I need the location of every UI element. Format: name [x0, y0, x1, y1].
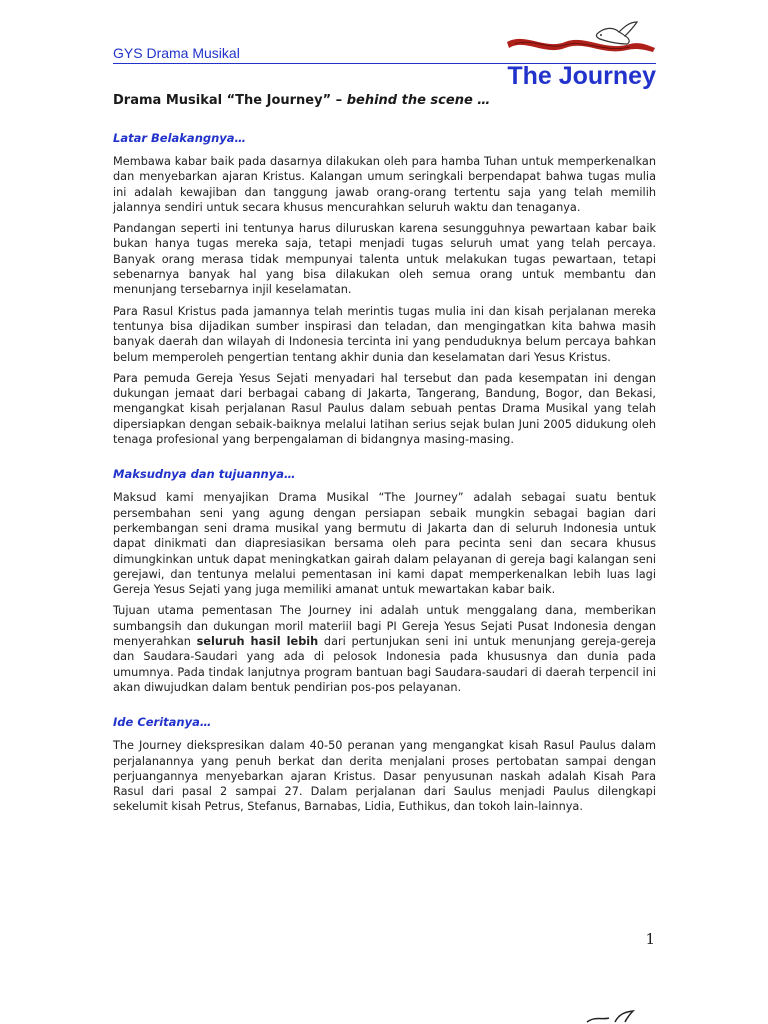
dove-partial-icon: [585, 1010, 645, 1024]
emphasis-text: seluruh hasil lebih: [196, 635, 319, 649]
section-heading-ide-cerita: Ide Ceritanya…: [113, 715, 212, 730]
section-heading-maksud-tujuan: Maksudnya dan tujuannya…: [113, 467, 296, 482]
paragraph: Membawa kabar baik pada dasarnya dilakukan oleh para hamba Tuhan untuk memperkenalkan dan menyebarkan ajaran Kristus. Kalangan umum seringkali berpendapat bahwa tugas mulia ini adalah kewajiban dan tanggung jawab orang-orang tertentu saja yang telah memilih jalannya sendiri untuk secara khusus mencurahkan seluruh waktu dan tenaganya.: [113, 155, 656, 214]
dove-with-ribbon-icon: [505, 20, 657, 60]
paragraph: Para Rasul Kristus pada jamannya telah merintis tugas mulia ini dan kisah perjalanan mereka tentunya bisa dijadikan sumber inspirasi dan teladan, dan mengingatkan kita bahwa masih banyak daerah dan wilayah di Indonesia tercinta ini yang penduduknya belum percaya bahkan belum memperoleh pengertian tentang akhir dunia dan keselamatan dari Yesus Kristus.: [113, 304, 656, 364]
subtitle-italic: behind the scene …: [346, 93, 491, 108]
section-heading-latar-belakang: Latar Belakangnya…: [113, 131, 247, 145]
paragraph: Pandangan seperti ini tentunya harus diluruskan karena sesungguhnya pewartaan kabar baik bukan hanya tugas mereka saja, tetapi menjadi tugas seluruh umat yang telah percaya. Banyak orang merasa tidak mempunyai talenta untuk melakukan tugas pewartaan, tetapi sebenarnya banyak hal yang bisa dilakukan oleh semua orang untuk membantu dan menunjang tersebarnya injil keselamatan.: [113, 222, 656, 297]
paragraph-text: Tujuan utama pementasan The Journey ini adalah untuk menggalang dana, memberikan sumbangsih dan dukungan moril materiil bagi PI Gereja Yesus Sejati Pusat Indonesia dengan menyerahkan: [113, 604, 656, 649]
paragraph: The Journey diekspresikan dalam 40-50 peranan yang mengangkat kisah Rasul Paulus dalam perjalanannya yang penuh berkat dan derita menjalani proses pertobatan sampai dengan perjuangannya menyebarkan ajaran Kristus. Dasar penyusunan naskah adalah Kisah Para Rasul dari pasal 2 sampai 27. Dalam perjalanan dari Saulus menjadi Paulus dilengkapi sekelumit kisah Petrus, Stefanus, Barnabas, Lidia, Euthikus, dan tokoh lain-lainnya.: [113, 739, 656, 814]
subtitle-main: Drama Musikal “The Journey” –: [113, 93, 347, 108]
paragraph-text: dari pertunjukan seni ini untuk menunjang gereja-gereja dan Saudara-Saudari yang ada di pelosok Indonesia pada khususnya dan dunia pada umumnya. Pada tindak lanjutnya program bantuan bagi Saudara-saudari di daerah terpencil ini akan diwujudkan dalam bentuk pendirian pos-pos pelayanan.: [113, 635, 656, 694]
paragraph: Para pemuda Gereja Yesus Sejati menyadari hal tersebut dan pada kesempatan ini dengan dukungan jemaat dari berbagai cabang di Jakarta, Tangerang, Bandung, Bogor, dan Bekasi, mengangkat kisah perjalanan Rasul Paulus dalam sebuah pentas Drama Musikal yang telah dipersiapkan dengan sebaik-baiknya melalui latihan serius sejak bulan Juni 2005 didukung oleh tenaga profesional yang berpengalaman di bidangnya masing-masing.: [113, 371, 656, 447]
document-subtitle: [113, 93, 490, 108]
running-header-label: GYS Drama Musikal: [113, 45, 240, 61]
document-title: The Journey: [507, 62, 656, 90]
paragraph: [113, 603, 656, 695]
paragraph: Maksud kami menyajikan Drama Musikal “The Journey” adalah sebagai suatu bentuk persembahan seni yang agung dengan persiapan sebaik mungkin sebagai bagian dari perkembangan seni drama musikal yang bermutu di Jakarta dan di seluruh Indonesia untuk dapat dinikmati dan diapresiasikan bersama oleh para pecinta seni dan secara khusus dimungkinkan untuk dapat meningkatkan gairah dalam pelayanan di gereja bagi kalangan seni gerejawi, dan tentunya melalui pementasan ini kami dapat memperkenalkan lebih luas lagi Gereja Yesus Sejati yang juga memiliki amanat untuk mewartakan kabar baik.: [113, 491, 656, 597]
page-number: 1: [645, 930, 655, 948]
document-body: [113, 131, 656, 821]
